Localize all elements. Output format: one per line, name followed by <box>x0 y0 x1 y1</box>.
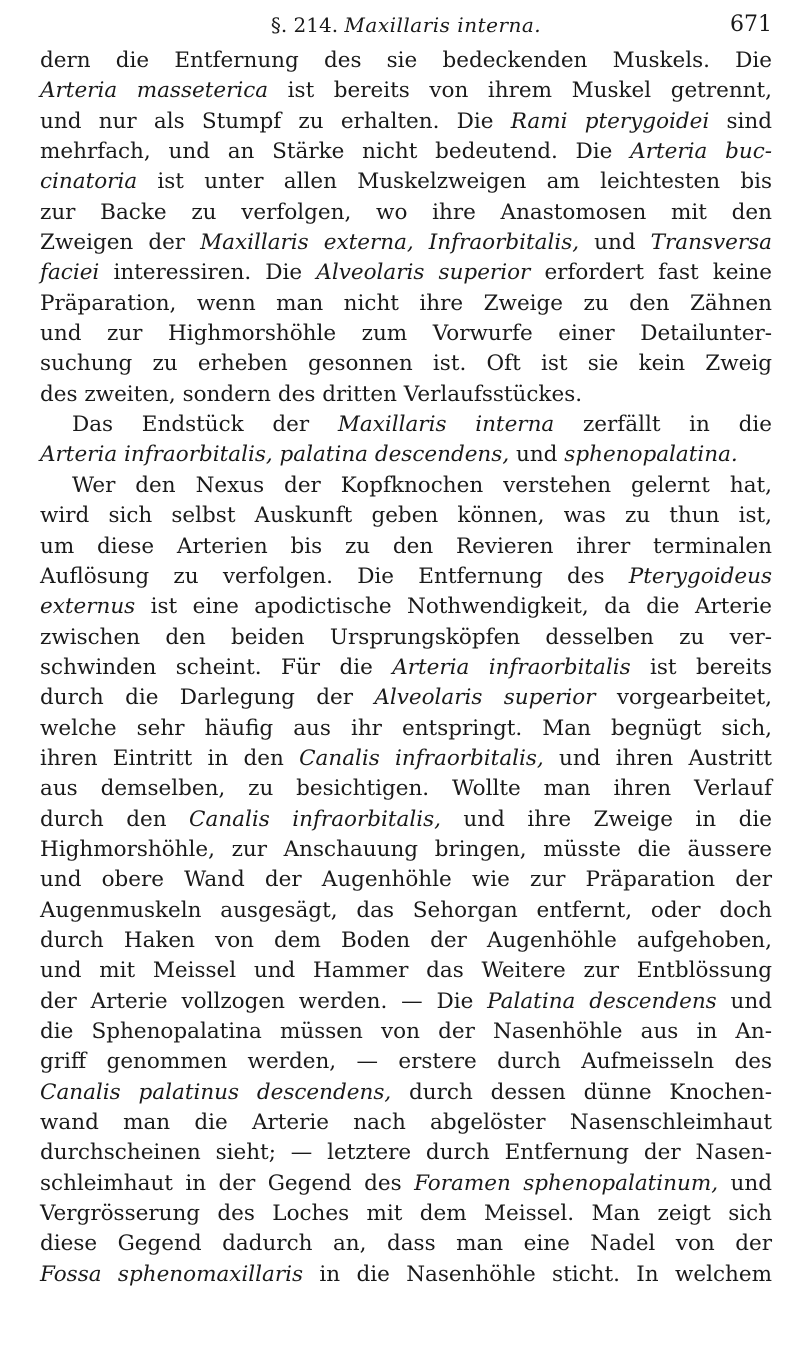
text-segment: und <box>509 442 565 468</box>
text-segment: Zweigen der <box>40 230 201 256</box>
text-line <box>40 1199 772 1229</box>
italic-term: Maxillaris interna <box>337 412 555 438</box>
text-line <box>40 319 772 349</box>
text-segment: erfordert fast keine <box>530 260 772 286</box>
text-line <box>40 774 772 804</box>
text-segment: vorgearbeitet, <box>595 685 772 711</box>
text-segment: Augenmuskeln ausgesägt, das Sehorgan entfernt, oder doch <box>40 897 772 923</box>
text-segment: dern die Entfernung des sie bedeckenden Muskels. Die <box>40 48 772 73</box>
text-segment: schwinden scheint. Für die <box>40 654 393 680</box>
text-line <box>40 198 772 228</box>
text-line <box>40 76 772 106</box>
text-segment: Das Endstück der <box>72 412 338 438</box>
text-line <box>40 532 772 562</box>
text-segment: und nur als Stumpf zu erhalten. Die <box>40 108 511 134</box>
text-segment: zwischen den beiden Ursprungsköpfen desselben zu ver- <box>40 624 772 650</box>
text-segment: suchung zu erheben gesonnen ist. Oft ist sie kein Zweig <box>40 351 772 377</box>
text-line <box>40 1078 772 1108</box>
text-segment: und mit Meissel und Hammer das Weitere zur Entblössung <box>40 958 772 984</box>
text-line <box>40 744 772 774</box>
text-segment: und obere Wand der Augenhöhle wie zur Präparation der <box>40 867 772 893</box>
page-number: 671 <box>730 12 772 37</box>
text-segment: die Sphenopalatina müssen von der Nasenhöhle aus in An- <box>40 1019 772 1044</box>
body-text <box>40 46 772 1290</box>
text-segment: ist bereits <box>630 654 772 680</box>
text-line <box>40 835 772 865</box>
text-line <box>40 137 772 167</box>
text-line <box>40 258 772 288</box>
text-segment: aus demselben, zu besichtigen. Wollte man ihren Verlauf <box>40 776 772 802</box>
italic-term: cinatoria <box>40 169 138 195</box>
italic-term: Transversa <box>650 230 772 256</box>
text-segment: sind <box>709 108 773 134</box>
text-segment: diese Gegend dadurch an, dass man eine Nadel von der <box>40 1231 772 1257</box>
text-segment: zur Backe zu verfolgen, wo ihre Anastomosen mit den <box>40 199 772 225</box>
text-segment: ist unter allen Muskelzweigen am leichtesten bis <box>137 169 772 195</box>
text-line <box>40 349 772 379</box>
text-line <box>40 380 772 410</box>
text-segment: ist bereits von ihrem Muskel getrennt, <box>268 78 772 104</box>
book-page <box>40 10 772 1350</box>
text-segment: wird sich selbst Auskunft geben können, was zu thun ist, <box>40 503 772 529</box>
text-line <box>40 562 772 592</box>
text-line <box>40 926 772 956</box>
text-line <box>40 410 772 440</box>
text-line <box>40 1108 772 1138</box>
text-segment: um diese Arterien bis zu den Revieren ihrer terminalen <box>40 533 772 559</box>
text-segment: wand man die Arterie nach abgelöster Nasenschleimhaut <box>40 1110 772 1136</box>
text-segment: durch die Darlegung der <box>40 685 375 711</box>
text-line <box>40 167 772 197</box>
running-header <box>40 10 772 40</box>
text-segment: der Arterie vollzogen werden. — Die <box>40 988 488 1014</box>
text-line <box>40 1169 772 1199</box>
text-line <box>40 1017 772 1047</box>
text-segment: welche sehr häufig aus ihr entspringt. Man begnügt sich, <box>40 715 772 741</box>
text-segment: Auflösung zu verfolgen. Die Entfernung des <box>40 563 629 589</box>
text-segment: mehrfach, und an Stärke nicht bedeutend. Die <box>40 139 631 165</box>
text-segment: Präparation, wenn man nicht ihre Zweige zu den Zähnen <box>40 290 772 316</box>
italic-term: Palatina descendens <box>487 988 717 1014</box>
italic-term: Canalis infraorbitalis, <box>299 745 544 771</box>
text-line <box>40 107 772 137</box>
italic-term: faciei <box>40 260 100 286</box>
text-line <box>40 623 772 653</box>
text-line <box>40 592 772 622</box>
italic-term: Arteria infraorbitalis, palatina descendens, <box>40 442 510 468</box>
text-segment: und <box>579 230 651 256</box>
text-segment: Highmorshöhle, zur Anschauung bringen, müsste die äussere <box>40 836 772 862</box>
text-segment: griff genommen werden, — erstere durch Aufmeisseln des <box>40 1049 772 1075</box>
text-segment: Wer den Nexus der Kopfknochen verstehen gelernt hat, <box>72 472 772 498</box>
text-line <box>40 653 772 683</box>
text-segment: ist eine apodictische Nothwendigkeit, da die Arterie <box>135 594 772 620</box>
text-segment: durch den <box>40 806 190 832</box>
text-segment: und ihre Zweige in die <box>440 806 772 832</box>
text-line <box>40 1047 772 1077</box>
text-line <box>40 865 772 895</box>
text-segment: interessiren. Die <box>99 260 317 286</box>
italic-term: Pterygoideus <box>628 563 772 589</box>
text-line <box>40 987 772 1017</box>
text-line <box>40 1138 772 1168</box>
text-line <box>40 896 772 926</box>
text-segment: in die Nasenhöhle sticht. In welchem <box>303 1261 773 1287</box>
section-title: Maxillaris interna. <box>344 13 542 37</box>
running-title <box>40 10 772 40</box>
text-line <box>40 683 772 713</box>
text-line <box>40 1229 772 1259</box>
text-segment: und <box>718 1170 772 1196</box>
text-segment: und zur Highmorshöhle zum Vorwurfe einer Detailunter- <box>40 321 772 347</box>
italic-term: Canalis palatinus descendens, <box>40 1079 392 1105</box>
text-segment: durch Haken von dem Boden der Augenhöhle aufgehoben, <box>40 927 772 953</box>
text-segment: und <box>716 988 772 1014</box>
text-line <box>40 440 772 470</box>
italic-term: sphenopalatina. <box>564 442 738 468</box>
text-line <box>40 501 772 531</box>
text-segment: ihren Eintritt in den <box>40 745 300 771</box>
italic-term: Arteria infraorbitalis <box>392 654 631 680</box>
italic-term: externus <box>40 594 136 620</box>
text-segment: schleimhaut in der Gegend des <box>40 1170 415 1196</box>
italic-term: Rami pterygoidei <box>510 108 710 134</box>
text-line <box>40 228 772 258</box>
italic-term: Canalis infraorbitalis, <box>189 806 441 832</box>
italic-term: Maxillaris externa, Infraorbitalis, <box>200 230 580 256</box>
italic-term: Fossa sphenomaxillaris <box>40 1261 304 1287</box>
text-line <box>40 471 772 501</box>
italic-term: Alveolaris superior <box>316 260 531 286</box>
italic-term: Arteria buc- <box>630 139 772 165</box>
italic-term: Alveolaris superior <box>374 685 596 711</box>
italic-term: Foramen sphenopalatinum, <box>414 1170 719 1196</box>
text-segment: durchscheinen sieht; — letztere durch Entfernung der Nasen- <box>40 1140 772 1166</box>
text-segment: Vergrösserung des Loches mit dem Meissel. Man zeigt sich <box>40 1201 772 1227</box>
text-segment: und ihren Austritt <box>543 745 772 771</box>
section-number: §. 214. <box>270 13 339 37</box>
text-line <box>40 1260 772 1290</box>
text-line <box>40 714 772 744</box>
italic-term: Arteria masseterica <box>40 78 269 104</box>
text-segment: durch dessen dünne Knochen- <box>391 1079 772 1105</box>
text-segment: des zweiten, sondern des dritten Verlaufsstückes. <box>40 381 583 407</box>
text-line <box>40 289 772 319</box>
text-line <box>40 46 772 76</box>
text-segment: zerfällt in die <box>554 412 772 438</box>
text-line <box>40 805 772 835</box>
text-line <box>40 956 772 986</box>
